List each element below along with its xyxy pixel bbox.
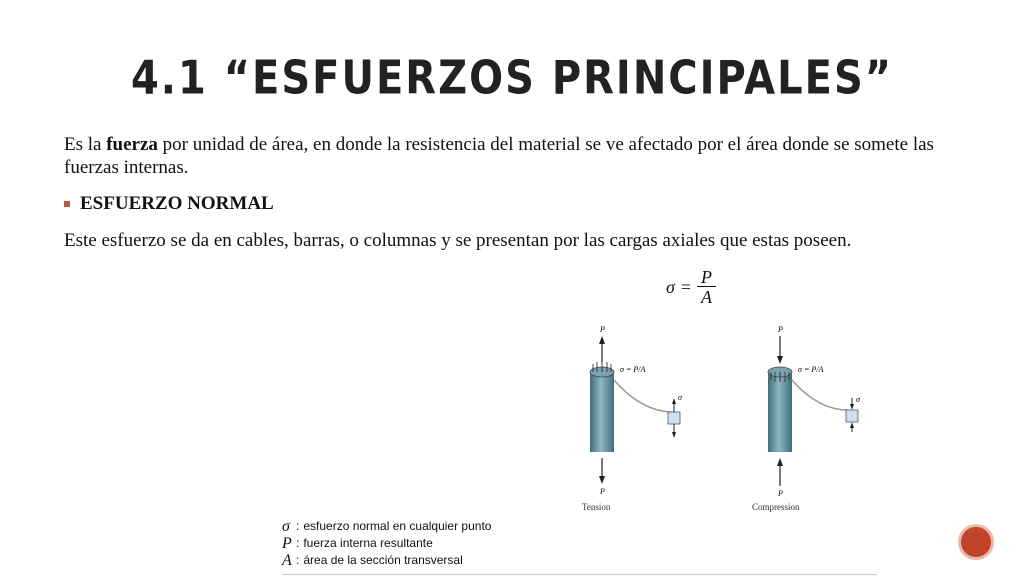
compression-inline-formula: σ = P/A — [798, 365, 824, 374]
formula-lhs: σ — [666, 277, 675, 297]
tension-inline-formula: σ = P/A — [620, 365, 646, 374]
legend-symbol: P — [282, 535, 292, 552]
legend-row-sigma: σ : esfuerzo normal en cualquier punto — [282, 518, 492, 535]
tension-caption: Tension — [582, 502, 611, 512]
tension-diagram — [582, 325, 683, 512]
legend-symbol: σ — [282, 518, 290, 535]
formula-numerator: P — [697, 268, 716, 287]
axial-stress-figure — [560, 320, 880, 520]
legend-text: esfuerzo normal en cualquier punto — [303, 519, 492, 533]
intro-text-end: por unidad de área, en donde la resistencia del material se ve afectado por el área donde se somete las fuerzas internas. — [64, 134, 934, 178]
compression-top-force-label: P — [778, 325, 783, 334]
legend-text: área de la sección transversal — [303, 553, 463, 567]
legend-text: fuerza interna resultante — [303, 536, 433, 550]
formula-equals: = — [680, 277, 692, 297]
intro-paragraph — [64, 133, 944, 179]
intro-text-start: Es la — [64, 134, 107, 155]
compression-bottom-force-label: P — [778, 489, 783, 498]
square-bullet-icon — [64, 201, 70, 207]
compression-caption: Compression — [752, 502, 800, 512]
tension-top-force-label: P — [600, 325, 605, 334]
symbol-legend — [282, 518, 877, 575]
compression-stress-label: σ — [856, 395, 860, 404]
formula-fraction — [697, 268, 716, 307]
body-paragraph: Este esfuerzo se da en cables, barras, o columnas y se presentan por las cargas axiales que estas poseen. — [64, 230, 852, 251]
intro-bold-word: fuerza — [106, 134, 158, 155]
slide-badge-icon — [958, 524, 994, 560]
bullet-label: ESFUERZO NORMAL — [80, 193, 274, 214]
tension-bottom-force-label: P — [600, 487, 605, 496]
legend-row-a: A : área de la sección transversal — [282, 552, 463, 569]
tension-stress-label: σ — [678, 393, 682, 402]
formula-denominator: A — [701, 287, 713, 307]
legend-symbol: A — [282, 552, 292, 569]
legend-row-p: P : fuerza interna resultante — [282, 535, 433, 552]
slide-title: 4.1 “ESFUERZOS PRINCIPALES” — [130, 52, 894, 105]
bullet-item — [64, 193, 274, 215]
compression-diagram — [752, 325, 861, 512]
stress-formula — [666, 268, 716, 307]
